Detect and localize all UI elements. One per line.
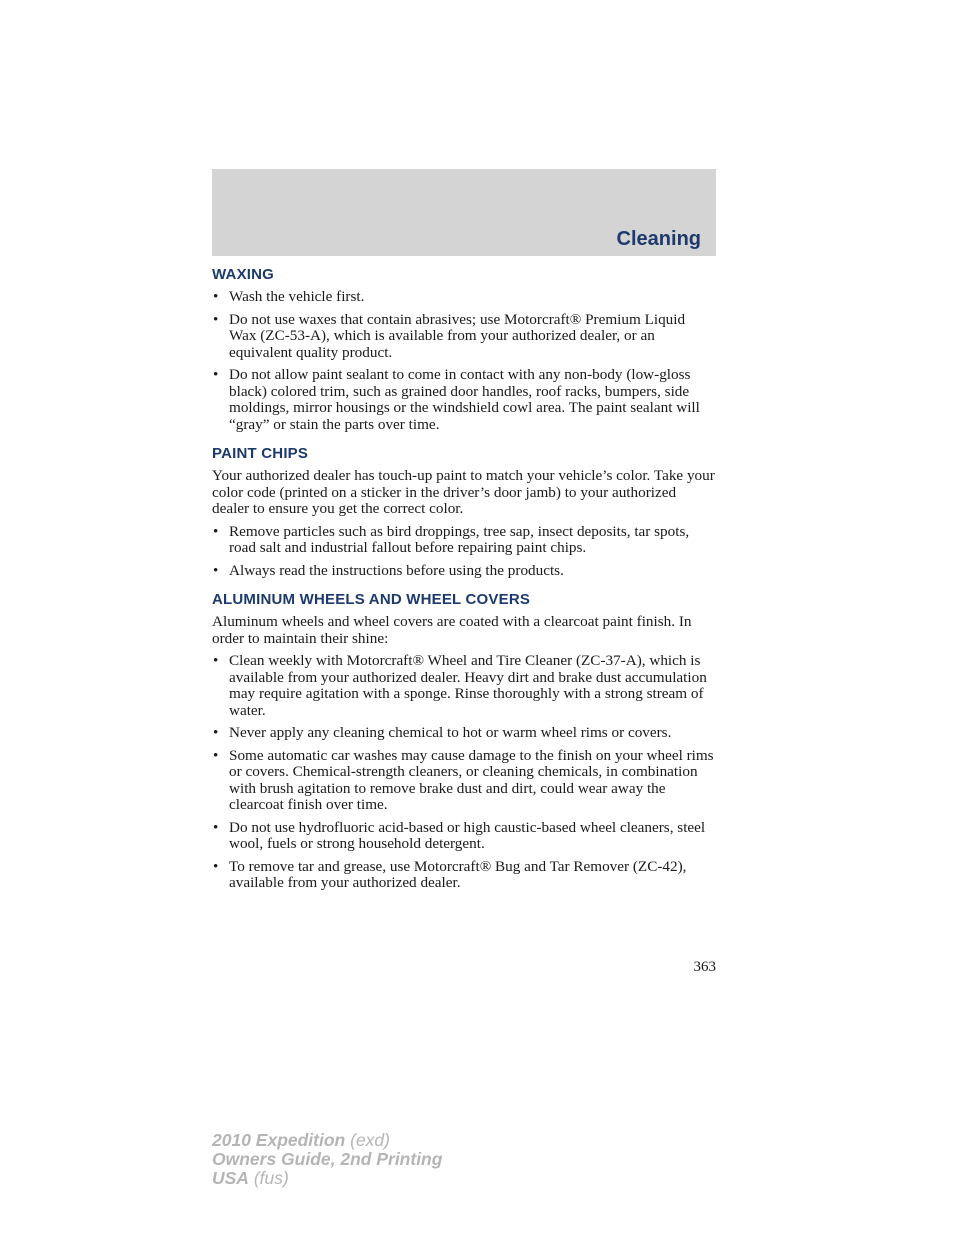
list-item: • Do not use waxes that contain abrasives; use Motorcraft® Premium Liquid Wax (ZC-53-A), which is available from your authorized dealer, or an equivalent quality product. — [212, 312, 716, 362]
waxing-list — [212, 289, 716, 433]
footer-imprint — [212, 1131, 442, 1188]
footer-model: 2010 Expedition — [212, 1130, 346, 1150]
aluminum-wheels-list — [212, 653, 716, 892]
footer-line-model — [212, 1131, 442, 1150]
paint-chips-paragraph: Your authorized dealer has touch-up paint to match your vehicle’s color. Take your color code (printed on a sticker in the driver’s door jamb) to your authorized dealer to ensure you get the correct color. — [212, 467, 715, 517]
list-item: • Remove particles such as bird droppings, tree sap, insect deposits, tar spots, road salt and industrial fallout before repairing paint chips. — [212, 524, 716, 557]
aluminum-wheels-paragraph: Aluminum wheels and wheel covers are coated with a clearcoat paint finish. In order to maintain their shine: — [212, 613, 692, 647]
list-item: • Do not use hydrofluoric acid-based or high caustic-based wheel cleaners, steel wool, fuels or strong household detergent. — [212, 820, 716, 853]
aluminum-wheels-section — [212, 591, 716, 892]
section-title: Cleaning — [616, 228, 701, 250]
page-number: 363 — [693, 959, 716, 975]
list-item: • To remove tar and grease, use Motorcraft® Bug and Tar Remover (ZC-42), available from your authorized dealer. — [212, 859, 716, 892]
section-header-band — [212, 169, 716, 256]
footer-line-market — [212, 1169, 442, 1188]
list-item: • Some automatic car washes may cause damage to the finish on your wheel rims or covers. Chemical-strength cleaners, or cleaning chemicals, in combination with brush agitation to remove brake dust and dirt, could wear away the clearcoat finish over time. — [212, 748, 716, 814]
paint-chips-heading: PAINT CHIPS — [212, 445, 309, 462]
page-content — [212, 266, 716, 904]
waxing-section — [212, 266, 716, 433]
footer-model-code: (exd) — [350, 1130, 390, 1150]
footer-market-code: (fus) — [253, 1168, 289, 1188]
footer-market: USA — [212, 1168, 249, 1188]
paint-chips-section — [212, 445, 716, 579]
aluminum-wheels-heading: ALUMINUM WHEELS AND WHEEL COVERS — [212, 591, 531, 608]
list-item: • Clean weekly with Motorcraft® Wheel and Tire Cleaner (ZC-37-A), which is available from your authorized dealer. Heavy dirt and brake dust accumulation may require agitation with a sponge. Rinse thoroughly with a strong stream of water. — [212, 653, 716, 719]
list-item: • Always read the instructions before using the products. — [212, 563, 716, 580]
waxing-heading: WAXING — [212, 266, 275, 283]
paint-chips-list — [212, 524, 716, 580]
list-item: • Wash the vehicle first. — [212, 289, 716, 306]
footer-guide: Owners Guide, 2nd Printing — [212, 1149, 443, 1169]
list-item: • Never apply any cleaning chemical to hot or warm wheel rims or covers. — [212, 725, 716, 742]
list-item: • Do not allow paint sealant to come in contact with any non-body (low-gloss black) colored trim, such as grained door handles, roof racks, bumpers, side moldings, mirror housings or the windshield cowl area. The paint sealant will “gray” or stain the parts over time. — [212, 367, 716, 433]
